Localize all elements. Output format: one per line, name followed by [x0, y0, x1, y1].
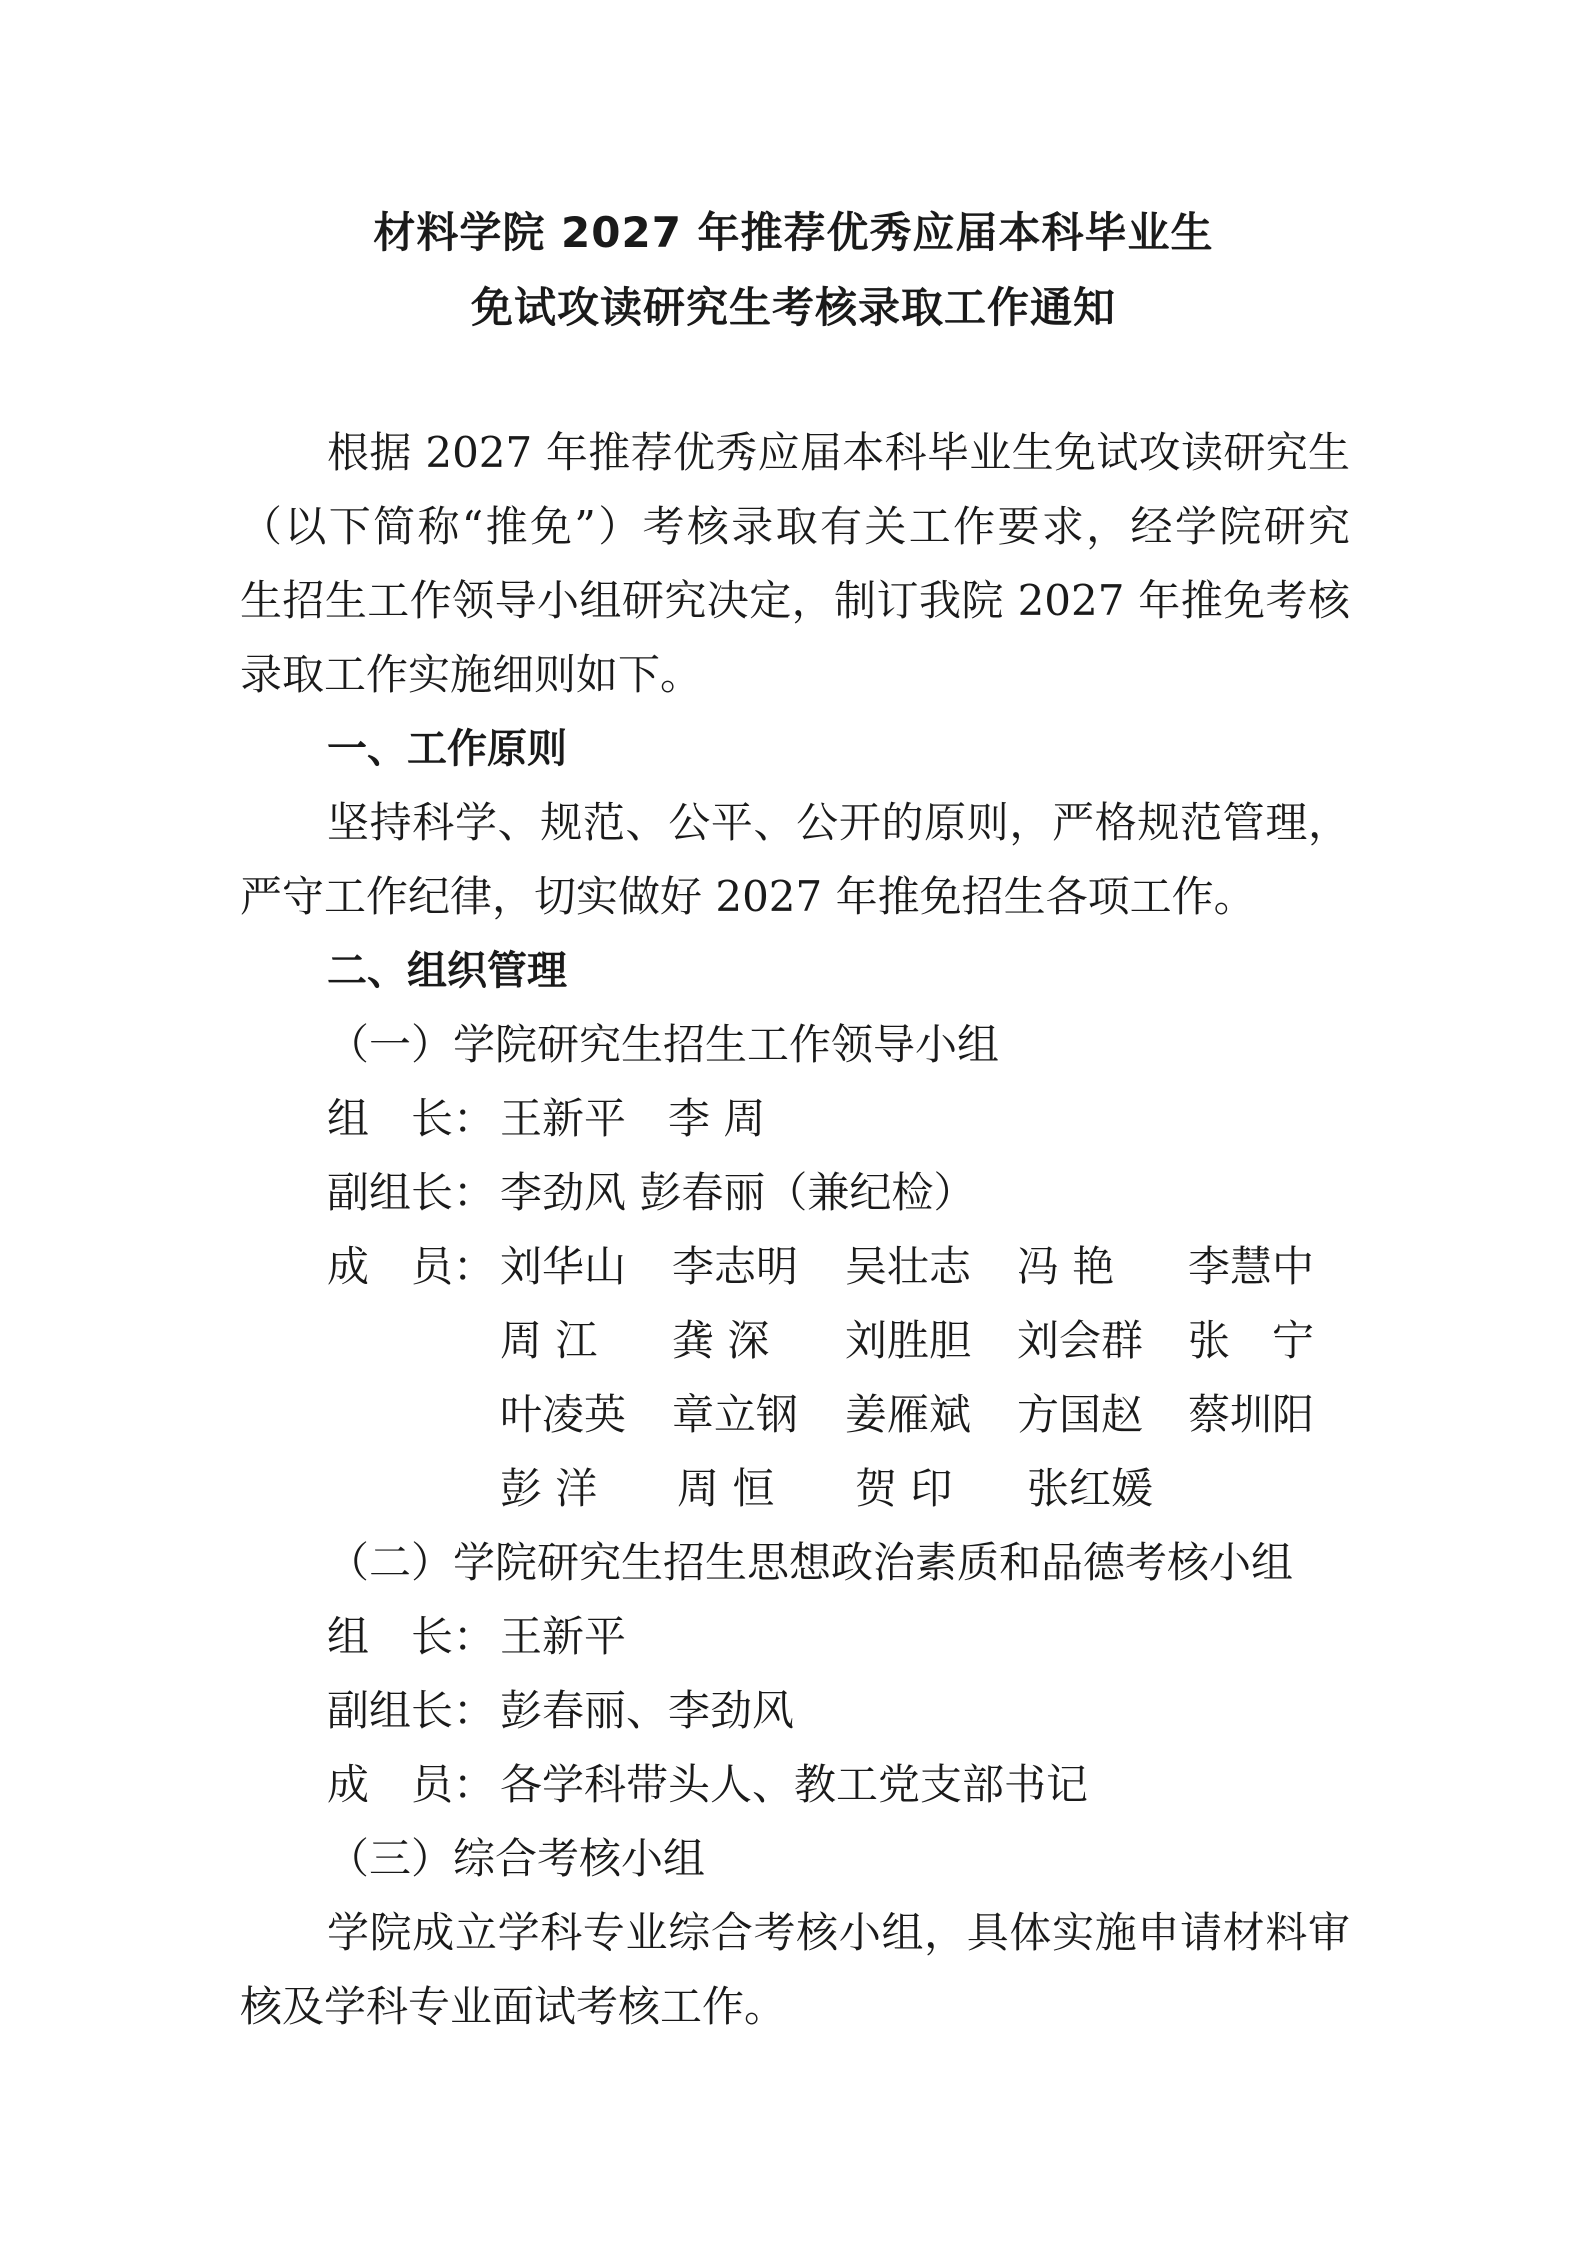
intro-line-1: 根据 2027 年推荐优秀应届本科毕业生免试攻读研究生	[327, 428, 1350, 477]
member-name: 龚 深	[672, 1316, 770, 1365]
member-name: 刘胜胆	[845, 1316, 972, 1365]
document-title-line-1: 材料学院 2027 年推荐优秀应届本科毕业生	[373, 208, 1214, 257]
member-name: 张红媛	[1027, 1464, 1154, 1513]
member-name: 章立钢	[672, 1390, 799, 1439]
member-name: 姜雁斌	[845, 1390, 972, 1439]
member-name: 吴壮志	[845, 1242, 972, 1291]
group2-members-label: 成 员：	[327, 1760, 496, 1809]
member-name: 叶凌英	[500, 1390, 627, 1439]
group1-title: （一）学院研究生招生工作领导小组	[327, 1020, 1000, 1069]
group3-title: （三）综合考核小组	[327, 1834, 706, 1883]
member-name: 彭 洋	[500, 1464, 598, 1513]
principles-line-1: 坚持科学、规范、公平、公开的原则，严格规范管理，	[327, 798, 1350, 847]
document-title-line-2: 免试攻读研究生考核录取工作通知	[470, 283, 1116, 332]
section-heading-principles: 一、工作原则	[327, 726, 567, 772]
group2-leader-value: 王新平	[500, 1612, 627, 1661]
principles-line-2: 严守工作纪律，切实做好 2027 年推免招生各项工作。	[240, 872, 1256, 921]
group3-line-2: 核及学科专业面试考核工作。	[240, 1982, 787, 2031]
intro-line-3: 生招生工作领导小组研究决定，制订我院 2027 年推免考核	[240, 576, 1350, 625]
member-name: 方国赵	[1017, 1390, 1144, 1439]
member-name: 周 恒	[677, 1464, 775, 1513]
group1-deputy-value: 李劲风 彭春丽（兼纪检）	[500, 1168, 976, 1217]
member-name: 李慧中	[1188, 1242, 1315, 1291]
group3-line-1: 学院成立学科专业综合考核小组，具体实施申请材料审	[327, 1908, 1350, 1957]
intro-line-4: 录取工作实施细则如下。	[240, 650, 703, 699]
group2-leader-label: 组 长：	[327, 1612, 496, 1661]
group2-deputy-label: 副组长：	[327, 1686, 496, 1735]
member-name: 蔡圳阳	[1188, 1390, 1315, 1439]
group1-members-label: 成 员：	[327, 1242, 496, 1291]
member-name: 刘华山	[500, 1242, 627, 1291]
member-name: 冯 艳	[1017, 1242, 1115, 1291]
member-name: 李志明	[672, 1242, 799, 1291]
section-heading-organization: 二、组织管理	[327, 948, 567, 994]
group1-leader-value: 王新平 李 周	[500, 1094, 766, 1143]
group2-title: （二）学院研究生招生思想政治素质和品德考核小组	[327, 1538, 1294, 1587]
member-name: 张 宁	[1188, 1316, 1315, 1365]
member-name: 刘会群	[1017, 1316, 1144, 1365]
intro-line-2: （以下简称“推免”）考核录取有关工作要求，经学院研究	[240, 502, 1350, 551]
group1-deputy-label: 副组长：	[327, 1168, 496, 1217]
group1-leader-label: 组 长：	[327, 1094, 496, 1143]
member-name: 周 江	[500, 1316, 598, 1365]
group2-members-value: 各学科带头人、教工党支部书记	[500, 1760, 1089, 1809]
group2-deputy-value: 彭春丽、李劲风	[500, 1686, 795, 1735]
member-name: 贺 印	[855, 1464, 953, 1513]
